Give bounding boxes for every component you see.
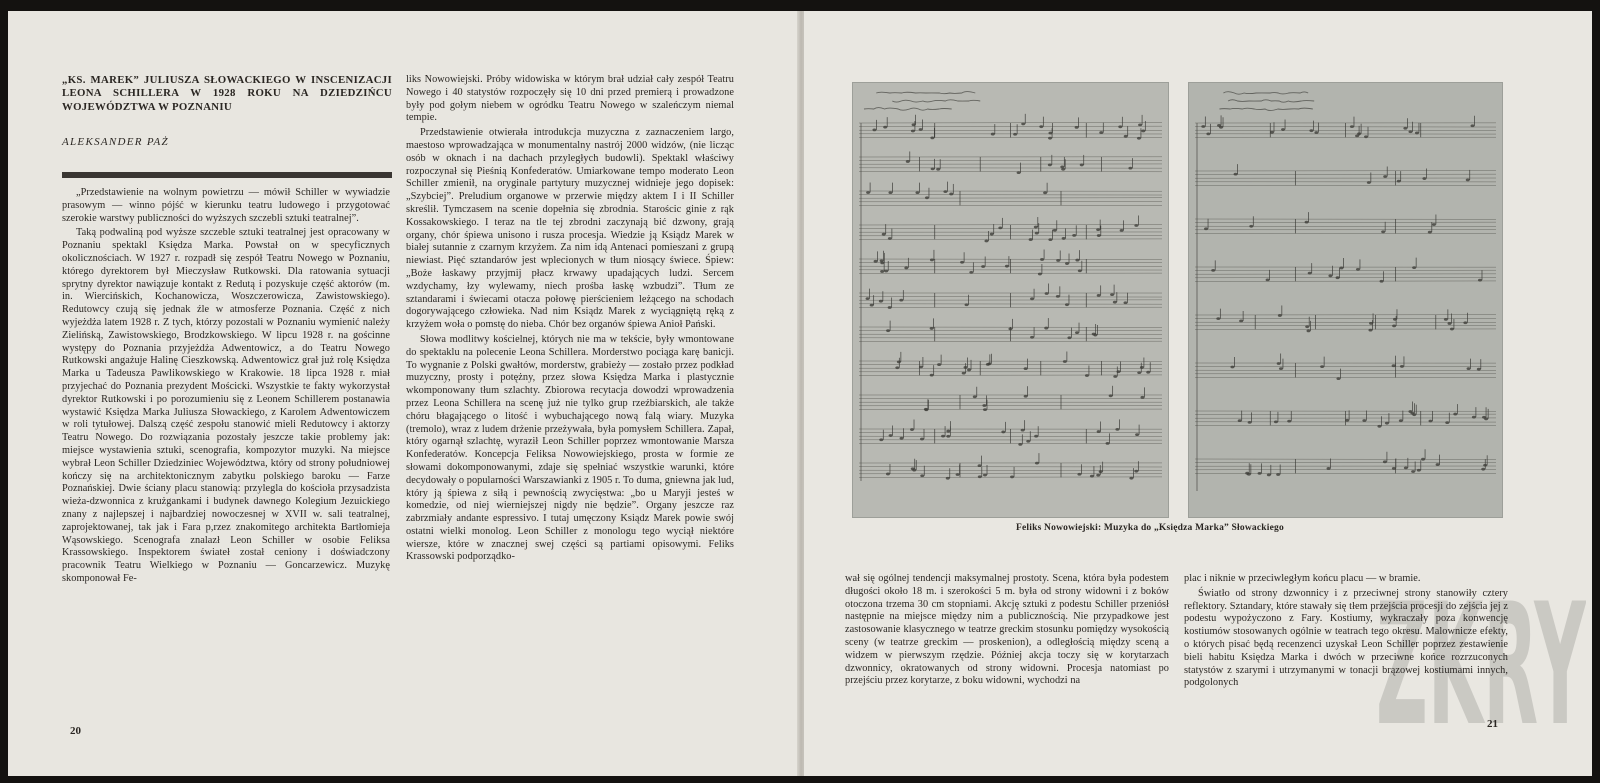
paragraph: Taką podwaliną pod wyższe szczeble sztuki teatralnej jest opracowany w Poznaniu spektakl Księdza Marka. Powstał on w specyficznych okolicznościach. W 1927 r. rozpadł się zespół Teatru Nowego w Poznaniu, którego dyrektorem był Mieczysław Rutkowski. Dla ratowania sytuacji sprytny dyrektor nawiązuje kontakt z Redutą i pozyskuje część aktorów (m. in. Wiercińskich, Kochanowicza, Woszczerowicza, Zawistowskiego). Redutowcy czują się jednak źle w atmosferze Poznania. Część z nich wyjeżdża latem 1928 r. Z tych, którzy pozostali w Poznaniu wymienić należy Zielińską, Zawistowskiego, Brodzkowskiego. W lipcu 1928 r. na gościnne występy do Poznania przyjeżdża Adwentowicz, a do Teatru Nowego Rutkowski angażuje Halinę Cieszkowską. Adwentowicz grał już rolę Księdza Marka u Tadeusza Pawlikowskiego w Krakowie. 18 lipca 1928 r. miał przyjechać do Poznania prezydent Mościcki. Wszystkie te fakty wykorzystał dyrektor Rutkowski i po porozumieniu się z Leonem Schillerem postanawia wystawić Księdza Marka Juliusza Słowackiego, z Karolem Adwentowiczem w roli tytułowej. Dalszą część zespołu stanowić mieli Redutowcy i aktorzy Teatru Nowego. Do rozwiązania pozostały jeszcze takie problemy jak: miejsce wystawienia sztuki, scenografia, kompozytor muzyki. Na miejsce wybrał Leon Schiller Dziedziniec Województwa, który od strony południowej kończy się na architektonicznym zabytku polskiego baroku — Farze Poznańskiej. Dwie ściany placu stanowią: przylegla do kościoła przysadzista wieża-dzwonnica z krużgankami i budynek dawnego Kolegium Jezuickiego znany z najlepszej i najbardziej nowoczesnej w XVII w. sali teatralnej, zaprojektowanej, tak jak i Fara p,rzez znakomitego architekta Bartłomieja Wąsowskiego. Scenografa znalazł Leon Schiller w osobie Feliksa Krassowskiego. Inspektorem świateł został ceniony i doświadczony pracownik Teatru Wielkiego w Poznaniu — Goncarzewicz. Muzykę skomponował Fe- bbox=[62, 227, 390, 584]
paragraph: Przedstawienie otwierała introdukcja muzyczna z zaznaczeniem largo, maestoso wprowadzająca w monumentalny nastrój 2000 widzów, (nie licząc osób w oknach i na dachach przyległych budowli). Spektakl właściwy rozpoczynał się Pieśnią Konfederatów. Umiarkowane tempo moderato Leon Schiller zmienił, na oryginale partytury muzycznej widnieje jego dopisek: „Szybciej”. Preludium organowe w przerwie między aktem I i II Schiller skreślił. Tymczasem na scenie dopełnia się zbrodnia. Starościc ginie z rąk Kossakowskiego. I teraz na tle tej zbrodni zaczynają bić dzwony, grają organy, chór śpiewa unisono i rusza procesja. Wiedzie ją Ksiądz Marek w białej sutannie z czarnym krzyżem. Za nim idą Antenaci pomieszani z grupą niewiast. Pięć sztandarów jest wplecionych w tłum niosący świece. Śpiew: „Boże łaskawy przyjmij płacz krwawy upadających ludzi. Sercem wzdychamy, łzy wylewamy, niech prośba łaskę wzbudzi”. Tłum ze sztandarami i świecami otacza połowę pierścieniem leżącego na schodach dogorywającego człowieka. Nad nim Ksiądz Marek z wyciągniętą ręką z krzyżem woła o pomstę do nieba. Chór bez organów śpiewa Anioł Pański. bbox=[406, 127, 734, 331]
page-number-left: 20 bbox=[70, 725, 81, 737]
paragraph: „Przedstawienie na wolnym powietrzu — mówił Schiller w wywiadzie prasowym — winno pójść w kierunku teatru ludowego i przygotować szerokie warstwy publiczności do wyższych szczebli sztuki teatralnej”. bbox=[62, 187, 390, 224]
music-score-image-right bbox=[1188, 82, 1503, 518]
left-column-2 bbox=[406, 74, 734, 564]
svg-text:ZKRY: ZKRY bbox=[1376, 585, 1586, 735]
paragraph: plac i niknie w przeciwległym końcu placu — w bramie. bbox=[1184, 573, 1421, 584]
watermark-logo bbox=[1376, 585, 1586, 735]
right-column-1 bbox=[845, 573, 1169, 688]
music-score-image-left bbox=[852, 82, 1169, 518]
left-column-1 bbox=[62, 187, 390, 586]
paragraph: Słowa modlitwy kościelnej, których nie ma w tekście, były wmontowane do spektaklu na polecenie Leona Schillera. Morderstwo pociąga karę banicji. To wygnanie z Polski gwałtów, morderstw, grabieży — zostało przez podkład muzyczny, prosty i potężny, przez słowa Księdza Marka i plastycznie wkomponowany tłum szlachty. Zbiorowa recytacja dowodzi wprowadzenia przez Leona Schillera na scenę już nie tylko grup rzeźbiarskich, ale także chóru błagającego o litość i wybuchającego nową falą wiary. Muzyka (tremolo), wraz z ludem drżenie przeżywała, była pomysłem Schillera. Zapał, który ogarnął szlachtę, wyraził Leon Schiller poprzez wmontowanie Marsza Konfederatów. Koncepcja Feliksa Nowowiejskiego, prosta w formie ze słowami dokomponowanymi, zdaje się spełniać wszystkie warunki, które decydowały o popularności Warszawianki z 1905 r. To duma, gniewna jak lud, który ją śpiewa z siłą i pewnością zwycięstwa: „bo u Maryji jesteś w komedzie, od niej wierniejszej nigdy nie będzie”. Organy jeszcze raz zabrzmiały andante espressivo. I tutaj umęczony Ksiądz Marek powie swój ostatni wielki monolog. Leon Schiller z monologu tego wyciął niektóre wiersze, które w znacznej swej części są partiami opisowymi. Feliks Krassowski podporządko- bbox=[406, 333, 734, 563]
paragraph: liks Nowowiejski. Próby widowiska w którym brał udział cały zespół Teatru Nowego i 40 statystów rozpoczęły się 10 dni przed premierą i prowadzone były pod gołym niebem w ogródku Teatru Nowego w szaleńczym niemal tempie. bbox=[406, 74, 734, 124]
article-author: ALEKSANDER PAŻ bbox=[62, 136, 169, 148]
handwritten-score-drawing bbox=[853, 83, 1168, 517]
page-number-right: 21 bbox=[1487, 718, 1498, 730]
title-rule bbox=[62, 172, 392, 178]
handwritten-score-drawing bbox=[1189, 83, 1502, 517]
left-page bbox=[8, 11, 800, 776]
paragraph: wał się ogólnej tendencji maksymalnej prostoty. Scena, która była podestem długości około 18 m. i szerokości 5 m. była od strony widowni i z boków otoczona trzema 30 cm stopniami. Akcję sztuki z podestu Schiller przeniósł następnie na miejsce między nim a publicznością. Nie przypadkowe jest zastosowanie klasycznego w teatrze greckim stosunku pomiędzy wysokością sceny (w teatrze greckim — proskenion), a odległością między sceną a widzem w pierwszym rzędzie. Później akcja toczy się w korytarzach dzwonnicy, okratowanych od strony widowni. Procesja natomiast po przejściu przez korytarze, z boku widowni, wychodzi na bbox=[845, 573, 1169, 687]
article-title: „KS. MAREK” JULIUSZA SŁOWACKIEGO W INSCENIZACJI LEONA SCHILLERA W 1928 ROKU NA DZIEDZIŃCU WOJEWÓDZTWA W POZNANIU bbox=[62, 74, 392, 113]
right-page bbox=[804, 11, 1592, 776]
image-caption: Feliks Nowowiejski: Muzyka do „Księdza Marka” Słowackiego bbox=[1016, 523, 1284, 533]
paragraph: Światło od strony dzwonnicy i z przeciwnej strony stanowiły cztery reflektory. Sztandary, które stawały się tłem przejścia procesji do zejścia jej z podestu wypożyczono z Fary. Kostiumy, wykraczały poza konwencję kostiumów stosowanych ogólnie w teatrach tego okresu. Malownicze efekty, o których pisać będą recenzenci uzyskał Leon Schiller poprzez zestawienie bieli habitu Księdza Marka i dwóch w przeciwne końce rozrzuconych statystów z szarymi i utrzymanymi w tonacji brązowej kostiumami innych, podgolonych bbox=[1184, 587, 1508, 689]
